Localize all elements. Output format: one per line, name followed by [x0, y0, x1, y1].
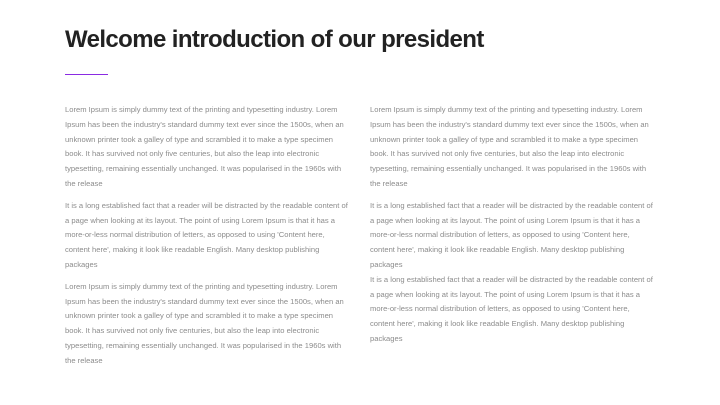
title-accent-divider [65, 74, 108, 75]
right-text-column [370, 103, 655, 347]
left-paragraph-2: It is a long established fact that a reader will be distracted by the readable content of a page when looking at its layout. The point of using Lorem Ipsum is that it has a more-or-less normal distribution of letters, as opposed to using 'Content here, content here', making it look like readable English. Many desktop publishing packages [65, 200, 348, 269]
right-paragraph-1: Lorem Ipsum is simply dummy text of the printing and typesetting industry. Lorem Ipsum has been the industry's standard dummy text ever since the 1500s, when an unknown printer took a galley of type and scrambled it to make a type specimen book. It has survived not only five centuries, but also the leap into electronic typesetting, remaining essentially unchanged. It was popularised in the 1960s with the release [370, 105, 649, 188]
right-paragraph-3: It is a long established fact that a reader will be distracted by the readable content of a page when looking at its layout. The point of using Lorem Ipsum is that it has a more-or-less normal distribution of letters, as opposed to using 'Content here, content here', making it look like readable English. Many desktop publishing packages [370, 274, 653, 343]
right-paragraph-2: It is a long established fact that a reader will be distracted by the readable content of a page when looking at its layout. The point of using Lorem Ipsum is that it has a more-or-less normal distribution of letters, as opposed to using 'Content here, content here', making it look like readable English. Many desktop publishing packages [370, 200, 653, 269]
left-text-column [65, 103, 350, 376]
left-paragraph-1: Lorem Ipsum is simply dummy text of the printing and typesetting industry. Lorem Ipsum has been the industry's standard dummy text ever since the 1500s, when an unknown printer took a galley of type and scrambled it to make a type specimen book. It has survived not only five centuries, but also the leap into electronic typesetting, remaining essentially unchanged. It was popularised in the 1960s with the release [65, 105, 344, 188]
page-title: Welcome introduction of our president [65, 26, 484, 53]
left-paragraph-3: Lorem Ipsum is simply dummy text of the printing and typesetting industry. Lorem Ipsum has been the industry's standard dummy text ever since the 1500s, when an unknown printer took a galley of type and scrambled it to make a type specimen book. It has survived not only five centuries, but also the leap into electronic typesetting, remaining essentially unchanged. It was popularised in the 1960s with the release [65, 281, 344, 365]
